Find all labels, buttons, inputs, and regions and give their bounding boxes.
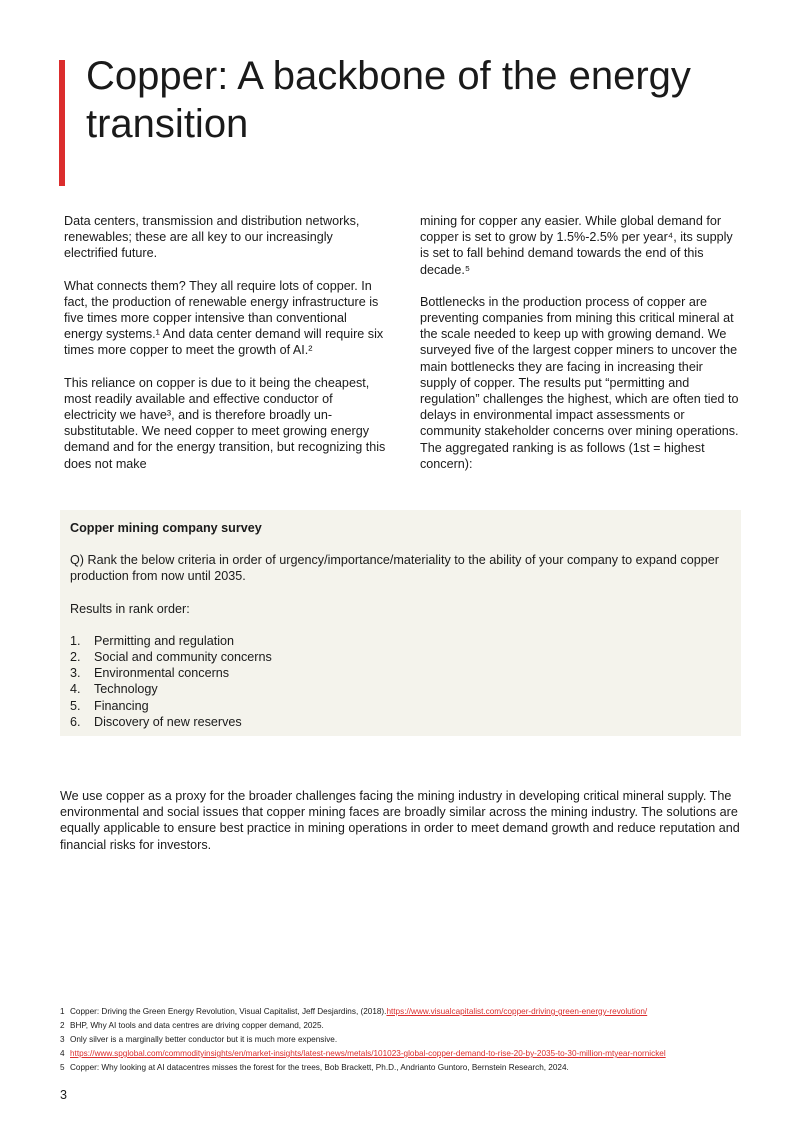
footnote [60, 1005, 750, 1019]
footnote-number: 4 [60, 1049, 65, 1058]
footnote-number: 5 [60, 1063, 65, 1072]
survey-title: Copper mining company survey [70, 521, 262, 535]
list-item [70, 665, 731, 681]
paragraph: What connects them? They all require lots of copper. In fact, the production of renewable energy infrastructure is five times more copper intensive than conventional energy systems.¹ And data center demand will require six times more copper to meet the growth of AI.² [64, 278, 384, 358]
rank-label: Social and community concerns [94, 650, 272, 665]
paragraph: mining for copper any easier. While global demand for copper is set to grow by 1.5%-2.5% per year⁴, its supply is set to fall behind demand towards the end of this decade.⁵ [420, 214, 733, 277]
list-item [70, 714, 731, 730]
footnote-text: Copper: Why looking at AI datacentres misses the forest for the trees, Bob Brackett, Ph.D., Andrianto Guntoro, Bernstein Research, 2024. [70, 1063, 569, 1072]
footnote-text: BHP, Why AI tools and data centres are driving copper demand, 2025. [70, 1021, 324, 1030]
footnote [60, 1019, 750, 1033]
footnote-number: 3 [60, 1035, 65, 1044]
rank-label: Financing [94, 698, 149, 713]
rank-number: 1. [70, 633, 81, 648]
paragraph: Bottlenecks in the production process of copper are preventing companies from mining this critical mineral at the scale needed to keep up with growing demand. We surveyed five of the largest copper miners to uncover the main bottlenecks they are facing in increasing their supply of copper. The results put “permitting and regulation” challenges the highest, which are often tied to delays in environmental impact assessments or community stakeholder concerns over mining operations. The aggregated ranking is as follows (1st = highest concern): [420, 294, 739, 471]
footnote-number: 2 [60, 1021, 65, 1030]
list-item [70, 681, 731, 697]
survey-results-label: Results in rank order: [70, 601, 190, 616]
footnote-link[interactable]: https://www.visualcapitalist.com/copper-driving-green-energy-revolution/ [386, 1007, 648, 1016]
left-column [64, 213, 386, 488]
rank-label: Discovery of new reserves [94, 714, 242, 729]
rank-number: 4. [70, 682, 81, 697]
footnote-link[interactable]: https://www.spglobal.com/commodityinsights/en/market-insights/latest-news/metals/101023-global-copper-demand-to-rise-20-by-2035-to-30-million-mtyear-nornickel [70, 1049, 666, 1058]
rank-number: 3. [70, 666, 81, 681]
rank-label: Permitting and regulation [94, 633, 235, 648]
page-number: 3 [60, 1088, 68, 1102]
list-item [70, 698, 731, 714]
paragraph: Data centers, transmission and distribution networks, renewables; these are all key to our increasingly electrified future. [64, 214, 360, 261]
page-title: Copper: A backbone of the energy transition [86, 54, 691, 146]
title-accent-bar [59, 60, 65, 186]
survey-box [60, 510, 741, 736]
rank-number: 6. [70, 714, 81, 729]
footnote-text: Copper: Driving the Green Energy Revolution, Visual Capitalist, Jeff Desjardins, (2018). [70, 1007, 387, 1016]
footnote [60, 1061, 750, 1075]
list-item [70, 649, 731, 665]
rank-number: 2. [70, 650, 81, 665]
rank-label: Technology [94, 682, 158, 697]
rank-label: Environmental concerns [94, 666, 230, 681]
footnote [60, 1033, 750, 1047]
list-item [70, 633, 731, 649]
paragraph: This reliance on copper is due to it being the cheapest, most readily available and effective conductor of electricity we have³, and is therefore broadly un-substitutable. We need copper to meet growing energy demand and for the energy transition, but recognizing this does not make [64, 375, 386, 471]
rank-number: 5. [70, 698, 81, 713]
footnotes [60, 1005, 750, 1075]
survey-question: Q) Rank the below criteria in order of urgency/importance/materiality to the ability of your company to expand copper production from now until 2035. [70, 553, 719, 584]
closing-paragraph: We use copper as a proxy for the broader challenges facing the mining industry in developing critical mineral supply. The environmental and social issues that copper mining faces are broadly similar across the mining industry. The solutions are equally applicable to ensure best practice in mining operations in order to meet demand growth and reduce reputation and financial risks for investors. [60, 789, 740, 852]
survey-ranking-list [70, 633, 731, 730]
footnote-text: Only silver is a marginally better conductor but it is much more expensive. [70, 1035, 338, 1044]
right-column [420, 213, 742, 488]
footnote-number: 1 [60, 1007, 65, 1016]
footnote [60, 1047, 750, 1061]
